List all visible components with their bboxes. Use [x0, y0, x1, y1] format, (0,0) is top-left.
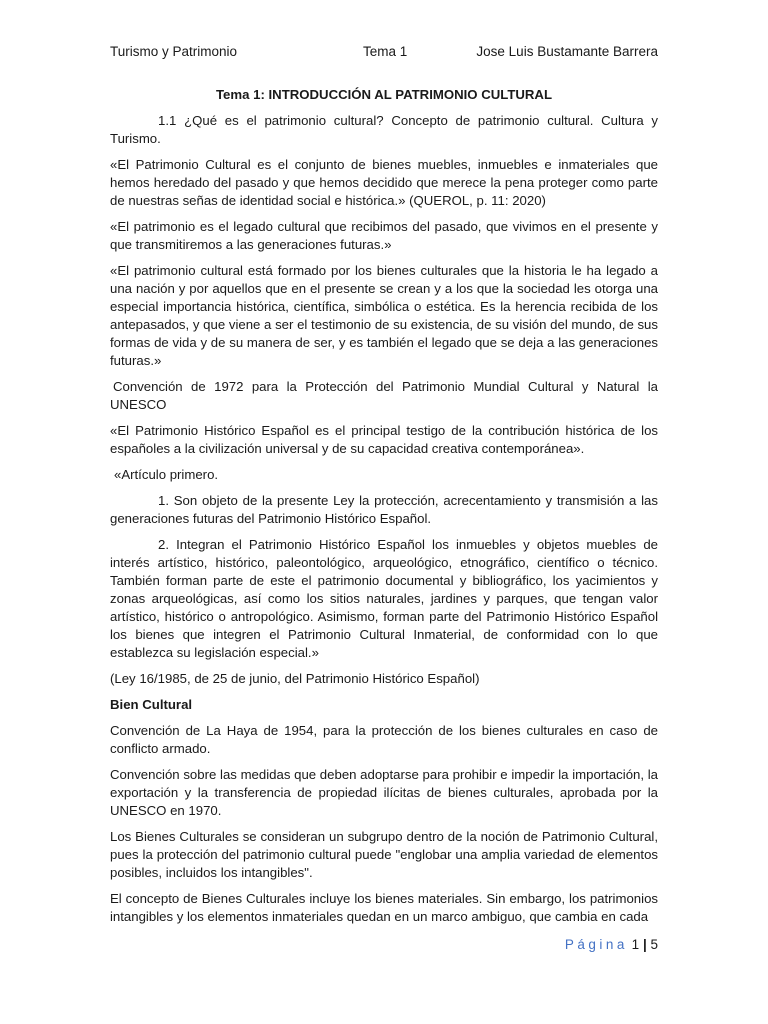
paragraph: «Artículo primero. — [114, 467, 219, 482]
paragraph: «El patrimonio es el legado cultural que recibimos del pasado, que vivimos en el presente y que transmitiremos a las generaciones futuras.» — [110, 219, 658, 252]
header-author: Jose Luis Bustamante Barrera — [476, 44, 658, 59]
section-heading: 1.1 ¿Qué es el patrimonio cultural? Concepto de patrimonio cultural. Cultura y Turismo. — [110, 113, 658, 146]
page-total: 5 — [650, 937, 658, 952]
document-body — [110, 86, 658, 934]
list-item: 1. Son objeto de la presente Ley la protección, acrecentamiento y transmisión a las generaciones futuras del Patrimonio Histórico Español. — [110, 493, 658, 526]
paragraph: Convención sobre las medidas que deben adoptarse para prohibir e impedir la importación, la exportación y la transferencia de propiedad ilícitas de bienes culturales, aprobada por la UNESCO en 1970. — [110, 767, 658, 818]
header-course: Turismo y Patrimonio — [110, 44, 238, 59]
list-item: 2. Integran el Patrimonio Histórico Español los inmuebles y objetos muebles de interés artístico, histórico, paleontológico, arqueológico, etnográfico, científico o técnico. También forman parte de este el patrimonio documental y bibliográfico, los yacimientos y zonas arqueológicas, así como los sitios naturales, jardines y parques, que tengan valor artístico, histórico o antropológico. Asimismo, forman parte del Patrimonio Histórico Español los bienes que integren el Patrimonio Cultural Inmaterial, de conformidad con lo que establezca su legislación especial.» — [110, 537, 658, 660]
page-number-footer — [565, 936, 658, 954]
paragraph: Convención de La Haya de 1954, para la protección de los bienes culturales en caso de conflicto armado. — [110, 723, 658, 756]
document-title: Tema 1: INTRODUCCIÓN AL PATRIMONIO CULTURAL — [215, 87, 553, 102]
paragraph: Los Bienes Culturales se consideran un subgrupo dentro de la noción de Patrimonio Cultural, pues la protección del patrimonio cultural puede "englobar una amplia variedad de elementos posibles, incluidos los intangibles". — [110, 829, 658, 880]
page-word: Página — [564, 937, 628, 952]
paragraph: «El Patrimonio Cultural es el conjunto de bienes muebles, inmuebles e inmateriales que hemos heredado del pasado y que hemos decidido que merece la pena proteger como parte de nuestras señas de identidad social e histórica.» (QUEROL, p. 11: 2020) — [110, 157, 658, 208]
header-topic: Tema 1 — [363, 44, 408, 59]
page-separator: | — [642, 937, 647, 952]
paragraph: Convención de 1972 para la Protección del Patrimonio Mundial Cultural y Natural la UNESCO — [110, 379, 658, 412]
paragraph: «El Patrimonio Histórico Español es el principal testigo de la contribución histórica de los españoles a la civilización universal y de su capacidad creativa contemporánea». — [110, 423, 658, 456]
citation: (Ley 16/1985, de 25 de junio, del Patrimonio Histórico Español) — [110, 671, 480, 686]
paragraph: «El patrimonio cultural está formado por los bienes culturales que la historia le ha legado a una nación y por aquellos que en el presente se crean y a los que la sociedad les otorga una especial importancia histórica, científica, simbólica o estética. Es la herencia recibida de los antepasados, y que viene a ser el testimonio de su existencia, de su visión del mundo, de sus formas de vida y de su manera de ser, y es también el legado que se deja a las generaciones futuras.» — [110, 263, 658, 368]
subheading: Bien Cultural — [110, 697, 193, 712]
paragraph: El concepto de Bienes Culturales incluye los bienes materiales. Sin embargo, los patrimonios intangibles y los elementos inmateriales quedan en un marco ambiguo, que cambia en cada — [110, 891, 658, 924]
page-number: 1 — [631, 937, 640, 952]
